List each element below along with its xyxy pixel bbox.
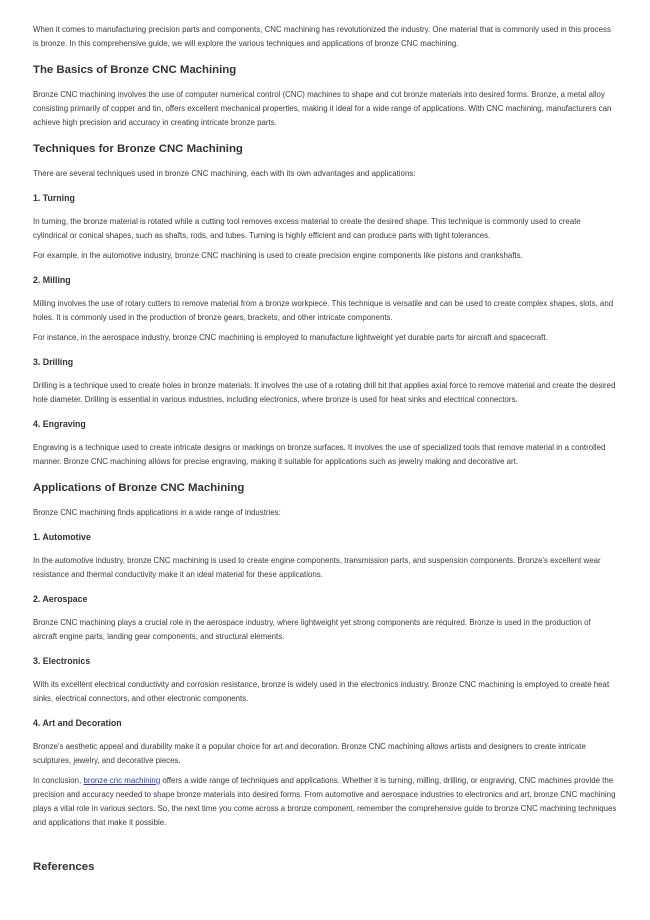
heading-applications: Applications of Bronze CNC Machining (33, 482, 245, 494)
techniques-intro-paragraph: There are several techniques used in bronze CNC machining, each with its own advantages and applications: (33, 169, 416, 178)
intro-paragraph: When it comes to manufacturing precision parts and components, CNC machining has revolutionized the industry. One material that is commonly used in this process is bronze. In this comprehensive guide, we will explore the various techniques and applications of bronze CNC machining. (33, 25, 611, 48)
heading-techniques: Techniques for Bronze CNC Machining (33, 143, 243, 155)
turning-paragraph: In turning, the bronze material is rotated while a cutting tool removes excess material to create the desired shape. This technique is commonly used to create cylindrical or conical shapes, such as shafts, rods, and tubes. Turning is highly efficient and can produce parts with tight tolerances. (33, 217, 581, 240)
conclusion-text-before: In conclusion, (33, 776, 84, 785)
heading-electronics: 3. Electronics (33, 656, 91, 666)
heading-engraving: 4. Engraving (33, 419, 86, 429)
automotive-paragraph: In the automotive industry, bronze CNC machining is used to create engine components, transmission parts, and suspension components. Bronze's excellent wear resistance and thermal conductivity make it an ideal material for these applications. (33, 556, 601, 579)
milling-paragraph: Milling involves the use of rotary cutters to remove material from a bronze workpiece. This technique is versatile and can be used to create complex shapes, slots, and holes. It is commonly used in the production of bronze gears, brackets, and other intricate components. (33, 299, 614, 322)
conclusion-paragraph (33, 774, 617, 830)
heading-aerospace: 2. Aerospace (33, 594, 88, 604)
drilling-paragraph: Drilling is a technique used to create holes in bronze materials. It involves the use of a rotating drill bit that applies axial force to remove material and create the desired hole diameter. Drilling is essential in various industries, including electronics, where bronze is used for heat sinks and electrical connectors. (33, 381, 616, 404)
heading-basics: The Basics of Bronze CNC Machining (33, 64, 237, 76)
bronze-cnc-machining-link[interactable]: bronze cnc machining (83, 776, 161, 785)
art-decoration-paragraph: Bronze's aesthetic appeal and durability make it a popular choice for art and decoration. Bronze CNC machining allows artists and designers to create intricate sculptures, jewelry, and decorative pieces. (33, 742, 586, 765)
electronics-paragraph: With its excellent electrical conductivity and corrosion resistance, bronze is widely used in the electronics industry. Bronze CNC machining is employed to create heat sinks, electrical connectors, and other electronic components. (33, 680, 610, 703)
heading-turning: 1. Turning (33, 193, 75, 203)
basics-paragraph: Bronze CNC machining involves the use of computer numerical control (CNC) machines to shape and cut bronze materials into desired forms. Bronze, a metal alloy consisting primarily of copper and tin, offers excellent mechanical properties, making it ideal for a wide range of applications. With CNC machining, manufacturers can achieve high precision and accuracy in creating intricate bronze parts. (33, 90, 612, 127)
aerospace-paragraph: Bronze CNC machining plays a crucial role in the aerospace industry, where lightweight yet strong components are required. Bronze is used in the production of aircraft engine parts, landing gear components, and structural elements. (33, 618, 591, 641)
heading-automotive: 1. Automotive (33, 532, 91, 542)
heading-art-decoration: 4. Art and Decoration (33, 718, 122, 728)
heading-milling: 2. Milling (33, 275, 71, 285)
conclusion-text-after: offers a wide range of techniques and applications. Whether it is turning, milling, drilling, or engraving, CNC machines provide the precision and accuracy needed to shape bronze materials into desired forms. From automotive and aerospace industries to electronics and art, bronze CNC machining plays a vital role in various sectors. So, the next time you come across a bronze component, remember the comprehensive guide to bronze CNC machining techniques and applications that make it possible. (33, 776, 617, 827)
heading-references: References (33, 861, 95, 873)
milling-example-paragraph: For instance, in the aerospace industry, bronze CNC machining is employed to manufacture lightweight yet durable parts for aircraft and spacecraft. (33, 333, 548, 342)
engraving-paragraph: Engraving is a technique used to create intricate designs or markings on bronze surfaces. It involves the use of specialized tools that remove material in a controlled manner. Bronze CNC machining allows for precise engraving, making it suitable for applications such as jewelry making and decorative art. (33, 443, 606, 466)
heading-drilling: 3. Drilling (33, 357, 74, 367)
turning-example-paragraph: For example, in the automotive industry, bronze CNC machining is used to create precision engine components like pistons and crankshafts. (33, 251, 523, 260)
applications-intro-paragraph: Bronze CNC machining finds applications in a wide range of industries: (33, 508, 281, 517)
